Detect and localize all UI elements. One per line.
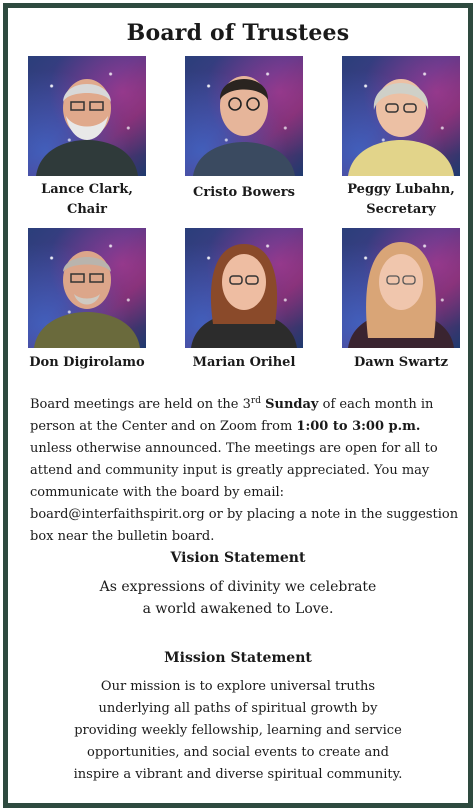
member-name-marian-orihel (179, 353, 309, 373)
mission-line: Our mission is to explore universal truths (100, 679, 376, 694)
member-name-don-digirolamo (18, 353, 156, 373)
meetings-day-number: 3 (242, 397, 251, 412)
vision-line: a world awakened to Love. (142, 601, 334, 617)
portrait-don-digirolamo (28, 228, 146, 348)
meetings-day-name: Sunday (265, 397, 319, 412)
mission-heading: Mission Statement (164, 650, 312, 666)
member-name-line: Peggy Lubahn, (347, 182, 455, 197)
mission-statement (8, 676, 468, 786)
member-name-dawn-swartz (336, 353, 466, 373)
vision-heading: Vision Statement (170, 550, 306, 566)
member-name-line: Lance Clark, (41, 182, 133, 197)
mission-line: underlying all paths of spiritual growth by (98, 701, 378, 716)
meetings-text-3: unless otherwise announced. The meetings are open for all to attend and community input is greatly appreciated. You may communicate with the board by email: board@interfaithspirit.org or by placing a note in the suggestion box near the bulletin board. (30, 441, 459, 544)
member-name-line: Don Digirolamo (29, 355, 145, 370)
board-panel (3, 3, 473, 808)
meetings-day-suffix: rd (250, 396, 261, 406)
vision-statement (8, 576, 468, 620)
portrait-cristo-bowers (185, 56, 303, 176)
portrait-peggy-lubahn (342, 56, 460, 176)
meetings-text-1: Board meetings are held on the (30, 397, 243, 412)
portrait-marian-orihel (185, 228, 303, 348)
member-name-peggy-lubahn (334, 180, 468, 220)
board-meetings-paragraph (30, 394, 462, 548)
member-name-line: Marian Orihel (192, 355, 296, 370)
mission-line: inspire a vibrant and diverse spiritual community. (73, 767, 403, 782)
member-role: Secretary (366, 202, 436, 217)
mission-line: opportunities, and social events to create and (87, 745, 389, 760)
member-name-cristo-bowers (179, 183, 309, 203)
portrait-lance-clark (28, 56, 146, 176)
page-title: Board of Trustees (126, 20, 350, 46)
vision-line: As expressions of divinity we celebrate (99, 579, 377, 595)
member-role: Chair (66, 202, 107, 217)
member-name-line: Dawn Swartz (353, 355, 449, 370)
meetings-time: 1:00 to 3:00 p.m. (296, 419, 421, 434)
member-name-line: Cristo Bowers (193, 185, 295, 200)
portrait-dawn-swartz (342, 228, 460, 348)
mission-line: providing weekly fellowship, learning and service (74, 723, 402, 738)
member-name-lance-clark (22, 180, 152, 220)
meetings-text-2: of each month in person at the Center and on Zoom from (30, 397, 434, 434)
